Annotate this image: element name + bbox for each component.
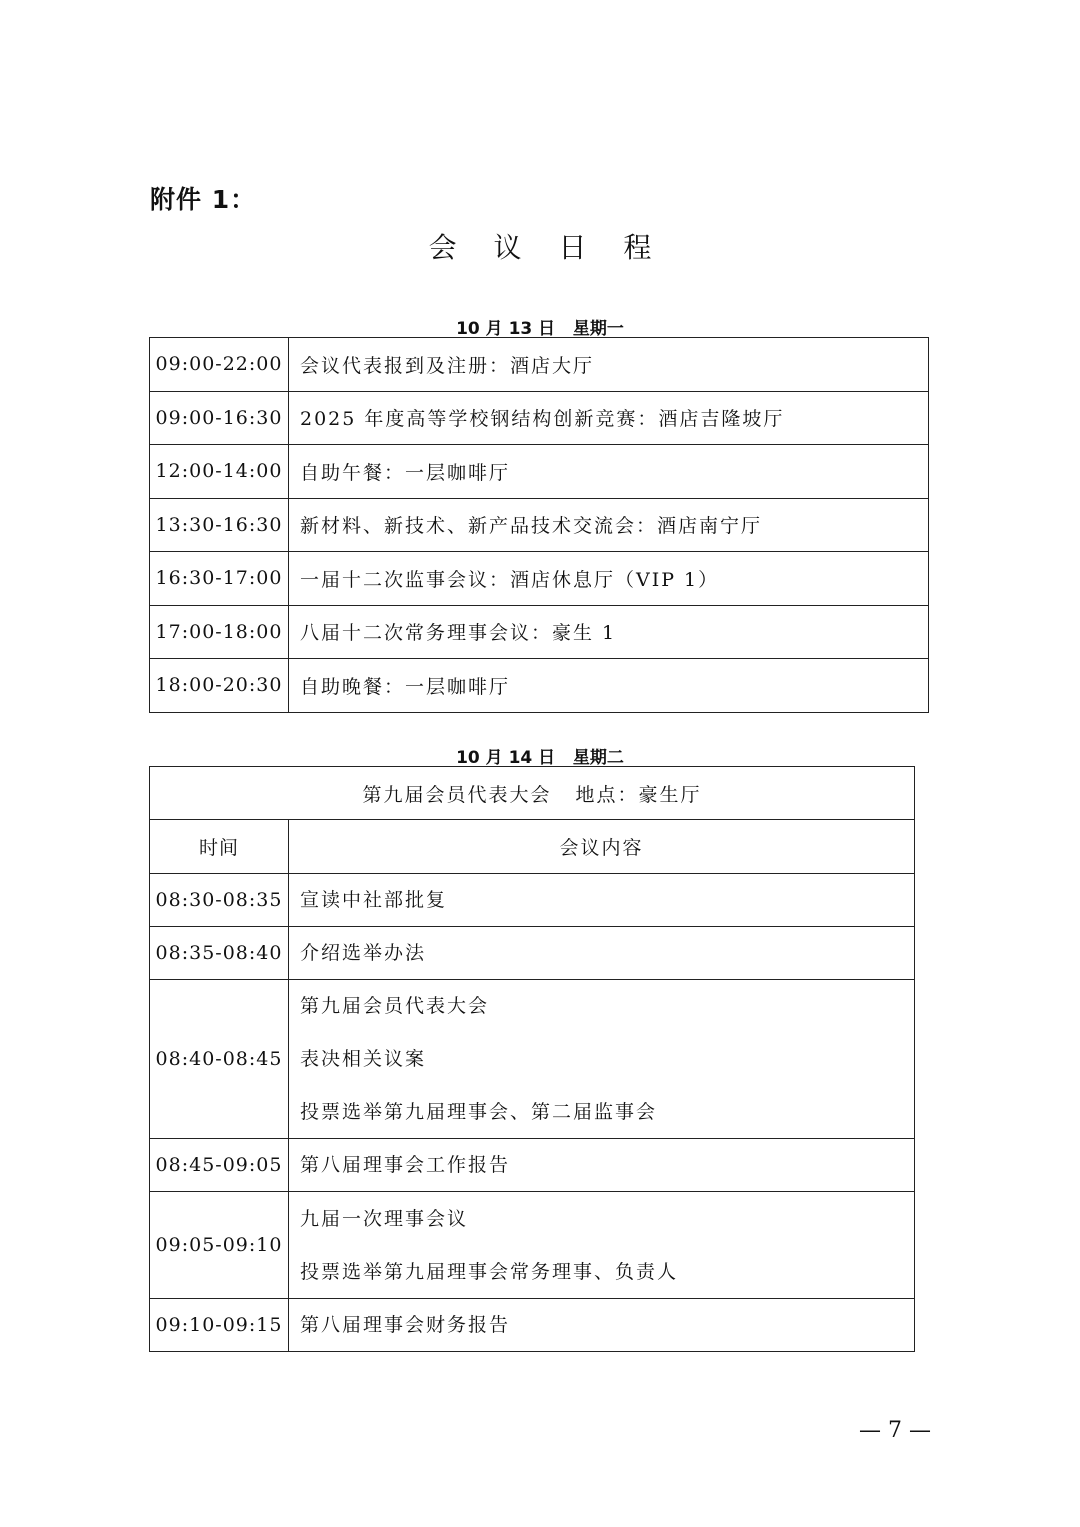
- time-cell: 17:00-18:00: [150, 605, 289, 659]
- time-cell: 08:45-09:05: [150, 1139, 289, 1192]
- content-line: 投票选举第九届理事会、第二届监事会: [300, 1101, 658, 1123]
- document-title: 会 议 日 程: [428, 231, 666, 264]
- page-number: — 7 —: [859, 1418, 931, 1443]
- day2-banner: 第九届会员代表大会 地点：豪生厅: [150, 767, 915, 820]
- content-line: 第九届会员代表大会: [300, 995, 490, 1017]
- time-cell: 13:30-16:30: [150, 498, 289, 552]
- content-cell: 八届十二次常务理事会议：豪生 1: [289, 605, 929, 659]
- content-cell: [289, 980, 915, 1139]
- content-line: 第八届理事会工作报告: [300, 1154, 511, 1176]
- table-row: [150, 659, 929, 713]
- content-line: 介绍选举办法: [300, 942, 427, 964]
- table-row: [150, 338, 929, 392]
- table-row: [150, 498, 929, 552]
- day1-schedule-table: [149, 337, 929, 713]
- time-cell: 08:40-08:45: [150, 980, 289, 1139]
- table-row: [150, 552, 929, 606]
- time-cell: 09:10-09:15: [150, 1299, 289, 1352]
- day1-heading: 10 月 13 日 星期一: [456, 319, 624, 339]
- time-cell: 09:00-16:30: [150, 391, 289, 445]
- time-cell: 12:00-14:00: [150, 445, 289, 499]
- content-line: 第八届理事会财务报告: [300, 1314, 511, 1336]
- content-line: 宣读中社部批复: [300, 889, 448, 911]
- column-header-content: 会议内容: [289, 820, 915, 874]
- table-row: [150, 445, 929, 499]
- day2-heading: 10 月 14 日 星期二: [456, 748, 624, 768]
- content-cell: [289, 1299, 915, 1352]
- content-cell: [289, 874, 915, 927]
- table-row: [150, 605, 929, 659]
- content-cell: 2025 年度高等学校钢结构创新竞赛：酒店吉隆坡厅: [289, 391, 929, 445]
- content-cell: 自助午餐：一层咖啡厅: [289, 445, 929, 499]
- table-row: [150, 980, 915, 1139]
- day2-banner-row: [150, 767, 915, 820]
- time-cell: 18:00-20:30: [150, 659, 289, 713]
- content-cell: 新材料、新技术、新产品技术交流会：酒店南宁厅: [289, 498, 929, 552]
- time-cell: 09:05-09:10: [150, 1192, 289, 1299]
- content-cell: 一届十二次监事会议：酒店休息厅（VIP 1）: [289, 552, 929, 606]
- table-row: [150, 1299, 915, 1352]
- time-cell: 08:30-08:35: [150, 874, 289, 927]
- time-cell: 16:30-17:00: [150, 552, 289, 606]
- table-row: [150, 927, 915, 980]
- content-cell: 自助晚餐：一层咖啡厅: [289, 659, 929, 713]
- content-cell: [289, 927, 915, 980]
- content-line: 投票选举第九届理事会常务理事、负责人: [300, 1260, 679, 1283]
- content-cell: [289, 1192, 915, 1299]
- time-cell: 08:35-08:40: [150, 927, 289, 980]
- table-row: [150, 1139, 915, 1192]
- attachment-label: 附件 1：: [150, 185, 257, 214]
- content-line: 九届一次理事会议: [300, 1207, 469, 1230]
- table-row: [150, 1192, 915, 1299]
- day2-header-row: [150, 820, 915, 874]
- content-line: 表决相关议案: [300, 1048, 427, 1070]
- time-cell: 09:00-22:00: [150, 338, 289, 392]
- column-header-time: 时间: [150, 820, 289, 874]
- content-cell: [289, 1139, 915, 1192]
- content-cell: 会议代表报到及注册：酒店大厅: [289, 338, 929, 392]
- table-row: [150, 874, 915, 927]
- day2-schedule-table: [149, 766, 915, 1352]
- table-row: [150, 391, 929, 445]
